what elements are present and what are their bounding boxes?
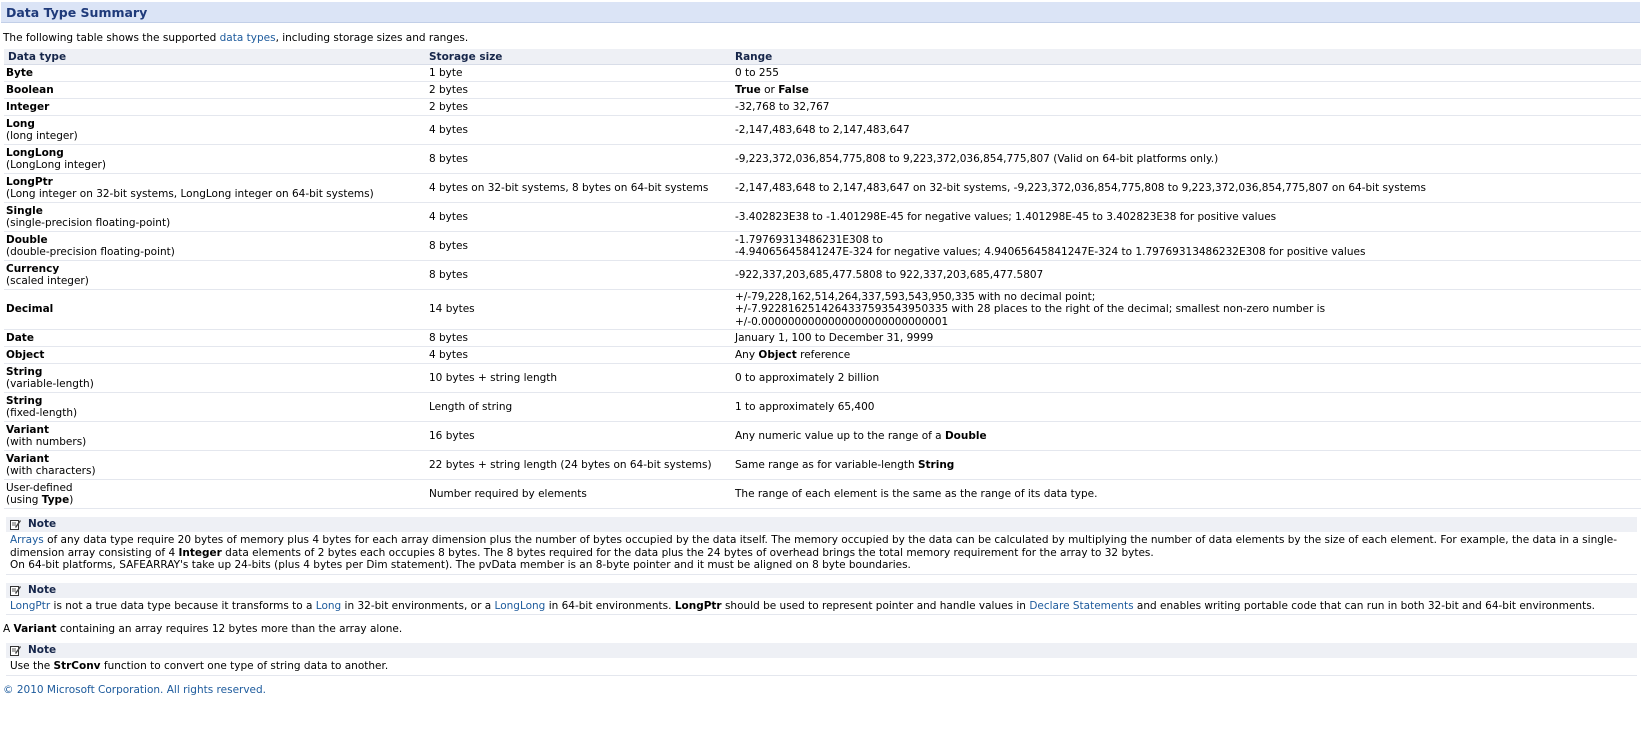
- note-link[interactable]: Long: [315, 599, 342, 612]
- note-heading-2: [6, 583, 1637, 598]
- cell-data-type: Variant (with numbers): [4, 422, 404, 451]
- cell-range: +/-79,228,162,514,264,337,593,543,950,335 with no decimal point; +/-7.9228162514264337593543950335 with 28 places to the right of the decimal; smallest non-zero number is +/-0.0000000000000000000000000001: [731, 290, 1641, 330]
- table-row: [4, 145, 1641, 174]
- cell-data-type: Decimal: [4, 290, 404, 330]
- cell-range: The range of each element is the same as the range of its data type.: [731, 480, 1641, 509]
- header-data-type: Data type: [4, 49, 404, 65]
- table-row: [4, 116, 1641, 145]
- cell-data-type: Integer: [4, 99, 404, 116]
- cell-storage-size: 4 bytes on 32-bit systems, 8 bytes on 64-bit systems: [404, 174, 731, 203]
- cell-storage-size: 14 bytes: [404, 290, 731, 330]
- note-pencil-icon: [10, 645, 21, 656]
- cell-range: -2,147,483,648 to 2,147,483,647: [731, 116, 1641, 145]
- table-row: [4, 480, 1641, 509]
- intro-before: The following table shows the supported: [3, 32, 220, 44]
- cell-range: True or False: [731, 82, 1641, 99]
- note-link[interactable]: LongLong: [494, 599, 546, 612]
- cell-data-type: User-defined (using Type): [4, 480, 404, 509]
- cell-storage-size: 8 bytes: [404, 261, 731, 290]
- table-row: [4, 232, 1641, 261]
- note-pencil-icon: [10, 519, 21, 530]
- cell-data-type: Boolean: [4, 82, 404, 99]
- cell-range: 1 to approximately 65,400: [731, 393, 1641, 422]
- table-row: [4, 422, 1641, 451]
- table-row: [4, 330, 1641, 347]
- note-heading-label: Note: [28, 644, 57, 656]
- cell-range: -32,768 to 32,767: [731, 99, 1641, 116]
- cell-range: Any numeric value up to the range of a Double: [731, 422, 1641, 451]
- cell-storage-size: 2 bytes: [404, 82, 731, 99]
- cell-range: 0 to approximately 2 billion: [731, 364, 1641, 393]
- note-link[interactable]: Arrays: [10, 534, 44, 546]
- page: [0, 2, 1649, 696]
- note-heading-1: [6, 517, 1637, 532]
- cell-storage-size: 4 bytes: [404, 116, 731, 145]
- intro-text: [3, 31, 1649, 45]
- note-link[interactable]: Declare Statements: [1029, 599, 1134, 612]
- cell-range: 0 to 255: [731, 65, 1641, 82]
- cell-data-type: Long (long integer): [4, 116, 404, 145]
- header-storage-size: Storage size: [404, 49, 731, 65]
- header-range: Range: [731, 49, 1641, 65]
- cell-storage-size: 8 bytes: [404, 145, 731, 174]
- note-heading-label: Note: [28, 583, 57, 596]
- cell-data-type: Byte: [4, 65, 404, 82]
- table-row: [4, 347, 1641, 364]
- cell-range: -1.79769313486231E308 to -4.94065645841247E-324 for negative values; 4.94065645841247E-324 to 1.79769313486232E308 for positive values: [731, 232, 1641, 261]
- cell-data-type: LongLong (LongLong integer): [4, 145, 404, 174]
- table-row: [4, 203, 1641, 232]
- cell-storage-size: 8 bytes: [404, 330, 731, 347]
- cell-storage-size: Number required by elements: [404, 480, 731, 509]
- cell-range: Same range as for variable-length String: [731, 451, 1641, 480]
- cell-data-type: Variant (with characters): [4, 451, 404, 480]
- cell-storage-size: 10 bytes + string length: [404, 364, 731, 393]
- cell-storage-size: 4 bytes: [404, 347, 731, 364]
- note-link[interactable]: LongPtr: [10, 599, 51, 612]
- note-body-2: LongPtr is not a true data type because it transforms to a Long in 32-bit environments, or a LongLong in 64-bit environments. LongPtr should be used to represent pointer and handle values in Declare Statements and enables writing portable code that can run in both 32-bit and 64-bit environments.: [6, 598, 1637, 616]
- cell-data-type: Currency (scaled integer): [4, 261, 404, 290]
- note-pencil-icon: [10, 585, 21, 596]
- table-row: [4, 99, 1641, 116]
- cell-data-type: Single (single-precision floating-point): [4, 203, 404, 232]
- table-row: [4, 290, 1641, 330]
- table-header-row: [4, 49, 1641, 65]
- cell-data-type: String (variable-length): [4, 364, 404, 393]
- cell-data-type: Object: [4, 347, 404, 364]
- cell-range: Any Object reference: [731, 347, 1641, 364]
- note-heading-label: Note: [28, 518, 57, 530]
- note-body-3: Use the StrConv function to convert one type of string data to another.: [6, 658, 1637, 676]
- cell-storage-size: 1 byte: [404, 65, 731, 82]
- table-body: [4, 65, 1641, 509]
- table-row: [4, 261, 1641, 290]
- cell-range: -9,223,372,036,854,775,808 to 9,223,372,036,854,775,807 (Valid on 64-bit platforms only.): [731, 145, 1641, 174]
- table-row: [4, 174, 1641, 203]
- data-type-table: [4, 49, 1641, 509]
- cell-data-type: Double (double-precision floating-point): [4, 232, 404, 261]
- cell-range: -922,337,203,685,477.5808 to 922,337,203,685,477.5807: [731, 261, 1641, 290]
- table-row: [4, 364, 1641, 393]
- copyright-footer: © 2010 Microsoft Corporation. All rights reserved.: [3, 683, 267, 696]
- cell-range: -2,147,483,648 to 2,147,483,647 on 32-bit systems, -9,223,372,036,854,775,808 to 9,223,372,036,854,775,807 on 64-bit systems: [731, 174, 1641, 203]
- cell-storage-size: 22 bytes + string length (24 bytes on 64-bit systems): [404, 451, 731, 480]
- cell-data-type: LongPtr (Long integer on 32-bit systems, LongLong integer on 64-bit systems): [4, 174, 404, 203]
- table-row: [4, 393, 1641, 422]
- table-row: [4, 451, 1641, 480]
- page-title: Data Type Summary: [1, 2, 1640, 23]
- cell-range: -3.402823E38 to -1.401298E-45 for negative values; 1.401298E-45 to 3.402823E38 for positive values: [731, 203, 1641, 232]
- cell-data-type: Date: [4, 330, 404, 347]
- cell-storage-size: 16 bytes: [404, 422, 731, 451]
- data-types-link[interactable]: data types: [219, 32, 276, 44]
- table-row: [4, 65, 1641, 82]
- intro-after: , including storage sizes and ranges.: [275, 32, 469, 44]
- cell-data-type: String (fixed-length): [4, 393, 404, 422]
- cell-storage-size: Length of string: [404, 393, 731, 422]
- variant-array-text: A Variant containing an array requires 12 bytes more than the array alone.: [3, 623, 403, 635]
- note-body-1: Arrays of any data type require 20 bytes of memory plus 4 bytes for each array dimension plus the number of bytes occupied by the data itself. The memory occupied by the data can be calculated by multiplying the number of data elements by the size of each element. For example, the data in a single-dimension array consisting of 4 Integer data elements of 2 bytes each occupies 8 bytes. The 8 bytes required for the data plus the 24 bytes of overhead brings the total memory requirement for the array to 32 bytes. On 64-bit platforms, SAFEARRAY's take up 24-bits (plus 4 bytes per Dim statement). The pvData member is an 8-byte pointer and it must be aligned on 8 byte boundaries.: [6, 532, 1637, 575]
- cell-storage-size: 8 bytes: [404, 232, 731, 261]
- cell-range: January 1, 100 to December 31, 9999: [731, 330, 1641, 347]
- cell-storage-size: 4 bytes: [404, 203, 731, 232]
- table-row: [4, 82, 1641, 99]
- note-heading-3: [6, 643, 1637, 658]
- cell-storage-size: 2 bytes: [404, 99, 731, 116]
